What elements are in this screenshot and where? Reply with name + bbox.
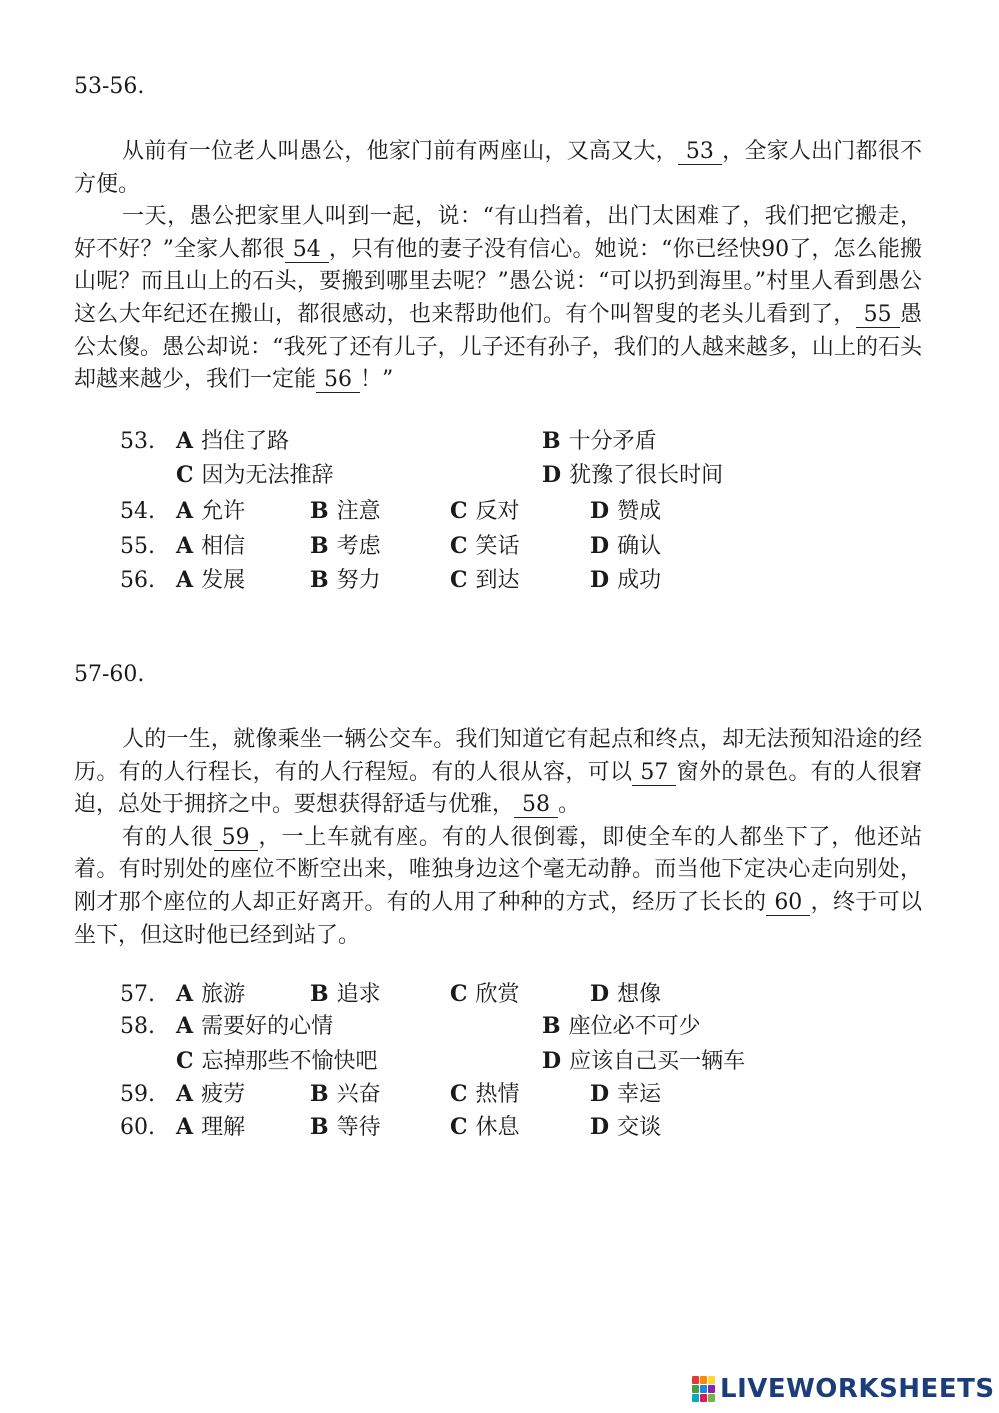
option-55-d[interactable]: 确认 (617, 534, 662, 559)
question-56-b (310, 567, 381, 594)
blank-55[interactable]: 55 (856, 303, 900, 328)
question-54-c (450, 498, 520, 525)
option-letter: C (176, 462, 194, 488)
text: ，全家人出门都很不方便。 (74, 139, 922, 197)
option-59-d[interactable]: 幸运 (617, 1082, 662, 1107)
question-number: 53. (120, 429, 155, 454)
blank-56[interactable]: 56 (316, 368, 360, 393)
option-letter: D (542, 1048, 562, 1074)
blank-54[interactable]: 54 (285, 238, 329, 263)
option-58-c[interactable]: 忘掉那些不愉快吧 (201, 1049, 378, 1074)
option-54-b[interactable]: 注意 (336, 499, 381, 524)
question-58-d (542, 1048, 745, 1075)
text: ，终于可以坐下，但这时他已经到站了。 (74, 889, 922, 948)
option-57-d[interactable]: 想像 (617, 982, 662, 1007)
option-letter: C (176, 1048, 194, 1074)
option-letter: C (450, 567, 468, 593)
question-number: 55. (120, 534, 155, 559)
question-53-d (542, 462, 723, 489)
question-57-b (310, 981, 381, 1008)
blank-53[interactable]: 53 (678, 140, 722, 165)
option-59-a[interactable]: 疲劳 (201, 1082, 246, 1107)
option-59-b[interactable]: 兴奋 (336, 1082, 381, 1107)
question-60 (120, 1114, 245, 1141)
question-number: 60. (120, 1115, 155, 1140)
option-60-a[interactable]: 理解 (201, 1115, 246, 1140)
paragraph (74, 201, 922, 397)
option-letter: A (176, 567, 194, 593)
text: 愚公太傻。愚公却说：“我死了还有儿子，儿子还有孙子，我们的人越来越多，山上的石头却越来越少，我们一定能 (74, 301, 922, 393)
option-letter: D (590, 981, 610, 1007)
option-letter: A (176, 1013, 194, 1039)
option-letter: B (310, 498, 329, 524)
question-54-b (310, 498, 381, 525)
option-letter: A (176, 533, 194, 559)
option-letter: D (590, 498, 610, 524)
text: 从前有一位老人叫愚公，他家门前有两座山，又高又大， (122, 139, 678, 164)
text: 人的一生，就像乘坐一辆公交车。我们知道它有起点和终点，却无法预知沿途的经历。有的人行程长，有的人行程短。有的人很从容，可以 (74, 727, 922, 785)
paragraph (74, 822, 922, 952)
question-54-d (590, 498, 661, 525)
option-letter: B (310, 981, 329, 1007)
option-letter: C (450, 533, 468, 559)
logo-tile (692, 1385, 699, 1393)
logo-tile (708, 1394, 715, 1402)
question-57-d (590, 981, 661, 1008)
text: ！” (360, 367, 394, 393)
option-letter: A (176, 981, 194, 1007)
option-58-d[interactable]: 应该自己买一辆车 (569, 1049, 746, 1074)
blank-58[interactable]: 58 (514, 793, 558, 818)
option-56-d[interactable]: 成功 (617, 568, 662, 593)
option-53-c[interactable]: 因为无法推辞 (201, 463, 334, 488)
option-letter: A (176, 1114, 194, 1140)
option-60-b[interactable]: 等待 (336, 1115, 381, 1140)
option-letter: B (310, 533, 329, 559)
option-letter: C (450, 981, 468, 1007)
option-56-b[interactable]: 努力 (336, 568, 381, 593)
logo-tile (708, 1376, 715, 1384)
question-60-d (590, 1114, 661, 1141)
option-letter: C (450, 1081, 468, 1107)
option-letter: D (542, 462, 562, 488)
question-58-b (542, 1013, 701, 1040)
question-59-d (590, 1081, 661, 1108)
option-55-c[interactable]: 笑话 (475, 534, 520, 559)
option-letter: B (310, 1114, 329, 1140)
option-55-b[interactable]: 考虑 (336, 534, 381, 559)
text: 一天，愚公把家里人叫到一起，说：“有山挡着，出门太困难了，我们把它搬走，好不好？”全家人都很 (74, 204, 922, 262)
question-number: 57. (120, 982, 155, 1007)
question-59-b (310, 1081, 381, 1108)
option-letter: D (590, 567, 610, 593)
text: ，只有他的妻子没有信心。她说：“你已经快90了，怎么能搬山呢？而且山上的石头，要搬到哪里去呢？”愚公说：“可以扔到海里。”村里人看到愚公这么大年纪还在搬山，都很感动，也来帮助他们。有个叫智叟的老头儿看到了， (74, 236, 922, 327)
passage-57-60 (74, 724, 922, 952)
question-57-c (450, 981, 520, 1008)
liveworksheets-logo (692, 1374, 995, 1404)
question-number: 59. (120, 1082, 155, 1107)
question-number: 54. (120, 499, 155, 524)
option-letter: D (590, 533, 610, 559)
section-title: 53-56. (74, 74, 145, 99)
option-letter: B (310, 567, 329, 593)
question-55-b (310, 533, 381, 560)
question-60-b (310, 1114, 381, 1141)
logo-tile (692, 1394, 699, 1402)
question-54 (120, 498, 245, 525)
option-letter: B (310, 1081, 329, 1107)
option-53-b[interactable]: 十分矛盾 (568, 429, 657, 454)
text: 。 (558, 792, 581, 818)
blank-57[interactable]: 57 (632, 761, 676, 786)
option-56-a[interactable]: 发展 (201, 568, 246, 593)
question-56 (120, 567, 245, 594)
option-letter: A (176, 428, 194, 454)
question-59-c (450, 1081, 520, 1108)
text: ，一上车就有座。有的人很倒霉，即使全车的人都坐下了，他还站着。有时别处的座位不断空出来，唯独身边这个毫无动静。而当他下定决心走向别处，刚才那个座位的人却正好离开。有的人用了种种的方式，经历了长长的 (74, 824, 922, 915)
option-letter: C (450, 1114, 468, 1140)
blank-59[interactable]: 59 (214, 826, 258, 851)
question-56-c (450, 567, 520, 594)
question-55-c (450, 533, 520, 560)
paragraph (74, 136, 922, 201)
option-55-a[interactable]: 相信 (201, 534, 246, 559)
question-number: 58. (120, 1014, 155, 1039)
section-title: 57-60. (74, 662, 145, 687)
option-57-c[interactable]: 欣赏 (475, 982, 520, 1007)
option-59-c[interactable]: 热情 (475, 1082, 520, 1107)
question-53-b (542, 428, 657, 455)
option-54-a[interactable]: 允许 (201, 499, 246, 524)
option-letter: C (450, 498, 468, 524)
option-57-b[interactable]: 追求 (336, 982, 381, 1007)
question-57 (120, 981, 245, 1008)
option-letter: D (590, 1081, 610, 1107)
option-letter: B (542, 1013, 561, 1039)
logo-tile (700, 1385, 707, 1393)
option-54-c[interactable]: 反对 (475, 499, 520, 524)
question-58 (120, 1013, 333, 1040)
option-60-c[interactable]: 休息 (475, 1115, 520, 1140)
question-60-c (450, 1114, 520, 1141)
option-54-d[interactable]: 赞成 (617, 499, 662, 524)
option-letter: D (590, 1114, 610, 1140)
option-letter: B (542, 428, 561, 454)
text: 有的人很 (122, 824, 214, 850)
logo-text: LIVEWORKSHEETS (720, 1374, 995, 1404)
question-number: 56. (120, 568, 155, 593)
option-53-a[interactable]: 挡住了路 (201, 429, 290, 454)
question-56-d (590, 567, 661, 594)
question-53-c (176, 462, 334, 489)
logo-tile (700, 1376, 707, 1384)
option-58-a[interactable]: 需要好的心情 (201, 1014, 334, 1039)
question-55-d (590, 533, 661, 560)
question-59 (120, 1081, 245, 1108)
option-56-c[interactable]: 到达 (475, 568, 520, 593)
option-53-d[interactable]: 犹豫了很长时间 (569, 463, 724, 488)
blank-60[interactable]: 60 (766, 891, 810, 916)
question-53 (120, 428, 289, 455)
logo-tile (708, 1385, 715, 1393)
paragraph (74, 724, 922, 822)
option-letter: A (176, 498, 194, 524)
option-letter: A (176, 1081, 194, 1107)
logo-tile (700, 1394, 707, 1402)
option-57-a[interactable]: 旅游 (201, 982, 246, 1007)
option-58-b[interactable]: 座位必不可少 (568, 1014, 701, 1039)
text: 窗外的景色。有的人很窘迫，总处于拥挤之中。要想获得舒适与优雅， (74, 759, 922, 818)
passage-53-56 (74, 136, 922, 397)
question-55 (120, 533, 245, 560)
question-58-c (176, 1048, 378, 1075)
option-60-d[interactable]: 交谈 (617, 1115, 662, 1140)
logo-tile (692, 1376, 699, 1384)
logo-icon (692, 1376, 715, 1402)
